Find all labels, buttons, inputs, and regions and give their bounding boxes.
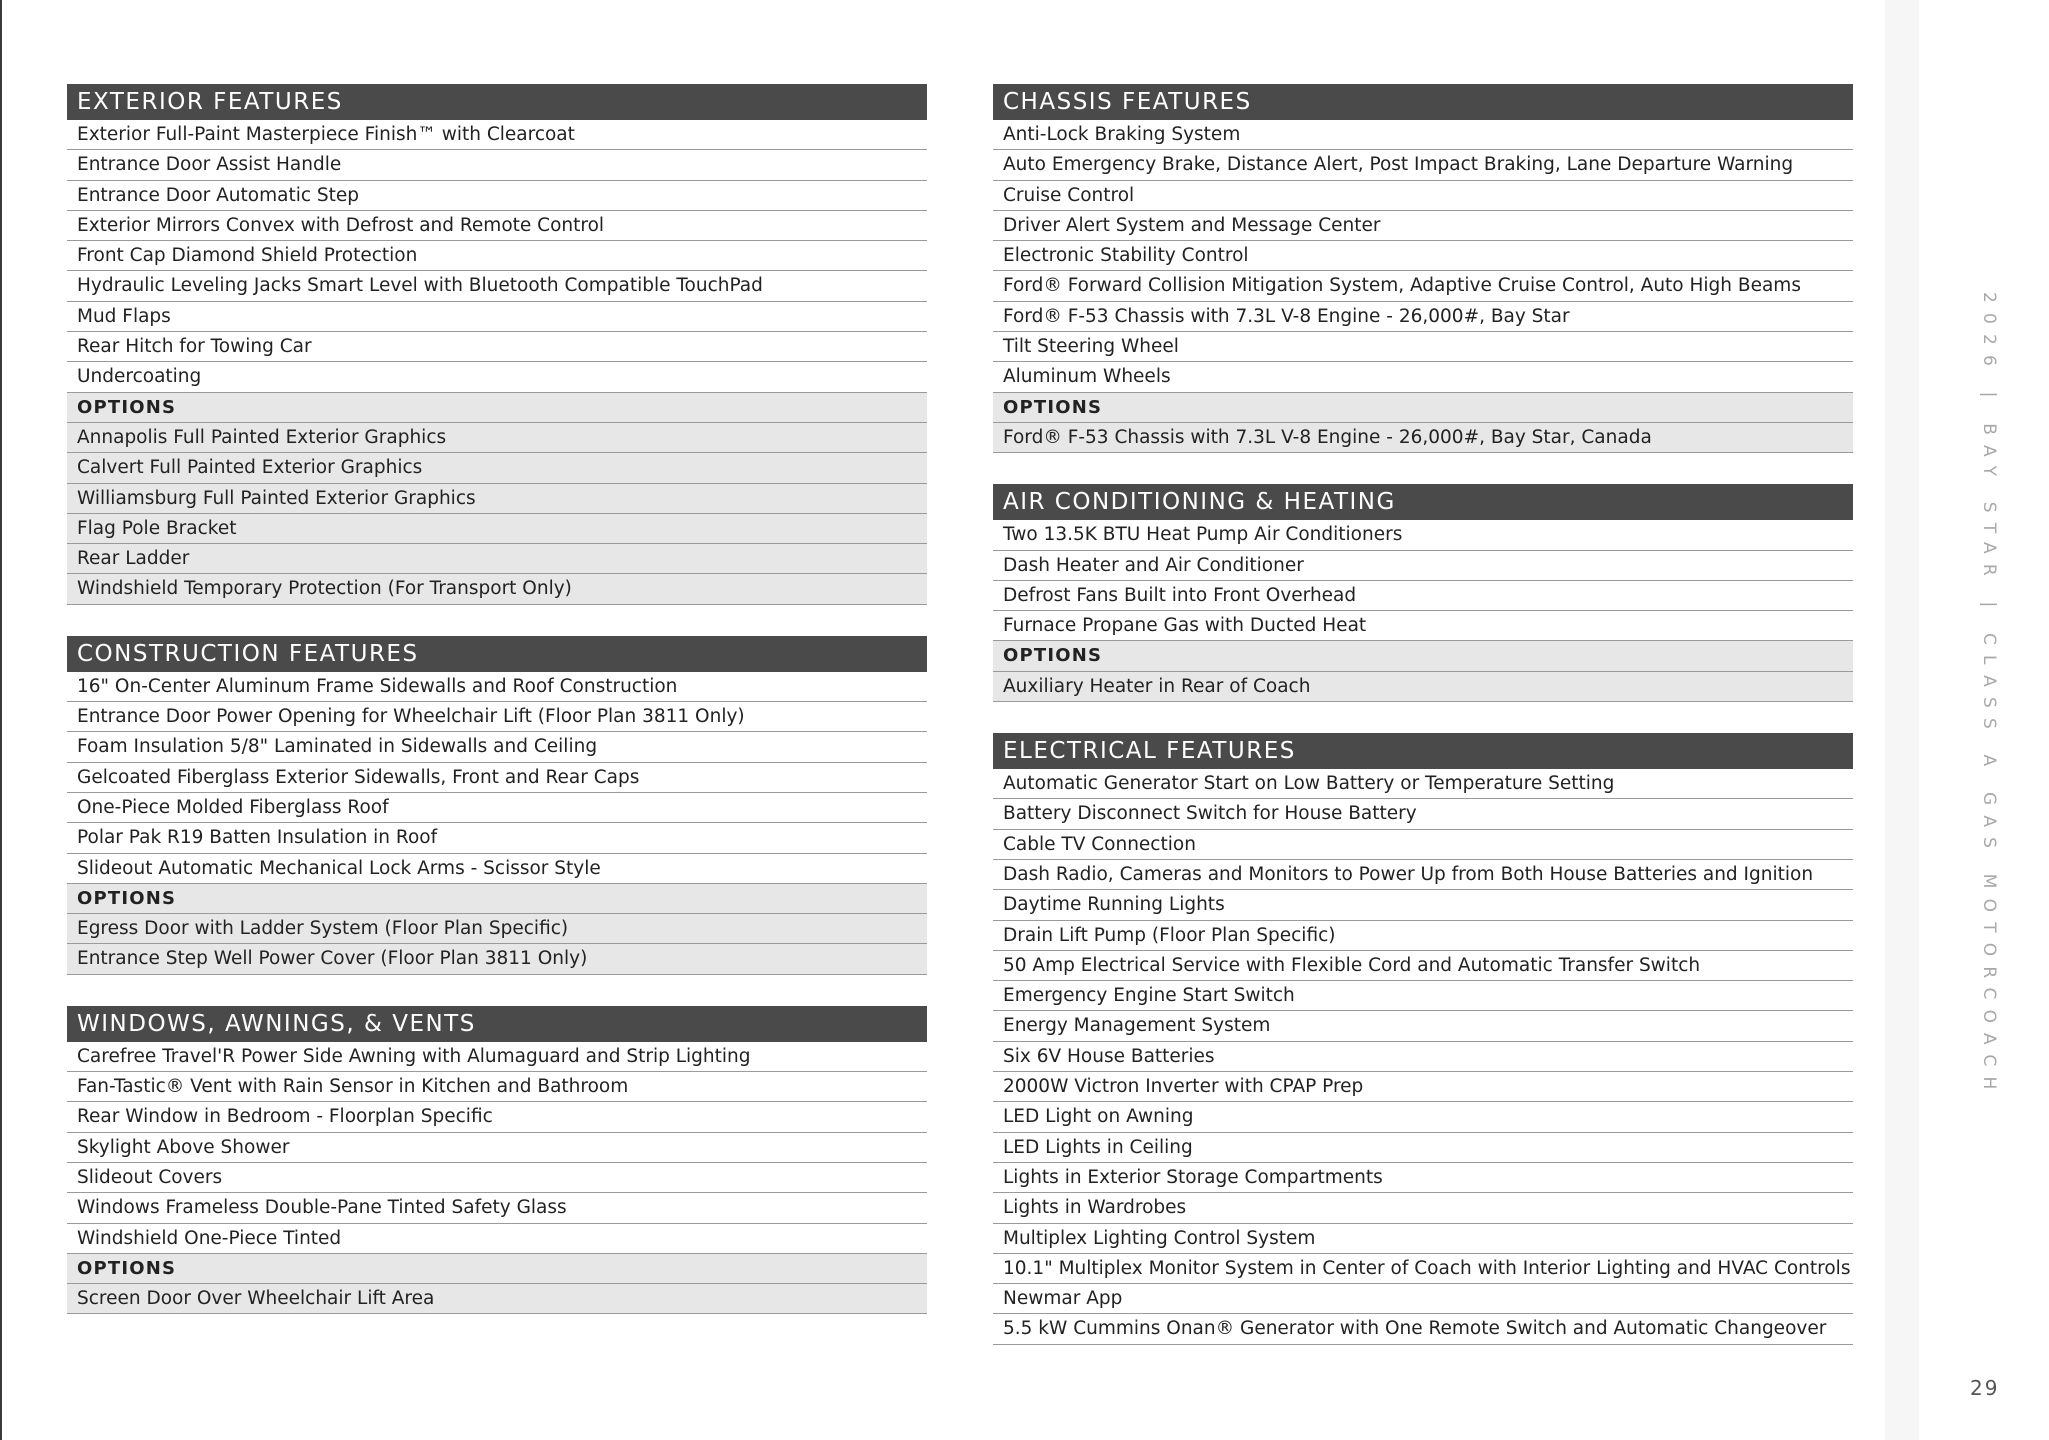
feature-row: Slideout Automatic Mechanical Lock Arms - Scissor Style: [67, 854, 927, 884]
feature-row: Slideout Covers: [67, 1163, 927, 1193]
options-heading: OPTIONS: [67, 884, 927, 914]
left-column: [67, 84, 927, 1345]
feature-row: Carefree Travel'R Power Side Awning with Alumaguard and Strip Lighting: [67, 1042, 927, 1072]
section-air-conditioning-and-heating: [993, 484, 1853, 702]
feature-row: Foam Insulation 5/8" Laminated in Sidewalls and Ceiling: [67, 732, 927, 762]
feature-row: Tilt Steering Wheel: [993, 332, 1853, 362]
option-row: Screen Door Over Wheelchair Lift Area: [67, 1284, 927, 1314]
section-construction-features: [67, 636, 927, 975]
feature-row: 5.5 kW Cummins Onan® Generator with One Remote Switch and Automatic Changeover: [993, 1314, 1853, 1344]
feature-row: Defrost Fans Built into Front Overhead: [993, 581, 1853, 611]
options-heading: OPTIONS: [993, 393, 1853, 423]
section-header: EXTERIOR FEATURES: [67, 84, 927, 120]
feature-row: Dash Radio, Cameras and Monitors to Power Up from Both House Batteries and Ignition: [993, 860, 1853, 890]
running-side-label: 2026 | BAY STAR | CLASS A GAS MOTORCOACH: [1979, 292, 1999, 1100]
section-header: AIR CONDITIONING & HEATING: [993, 484, 1853, 520]
page-number: 29: [1970, 1376, 2000, 1400]
feature-row: Cable TV Connection: [993, 830, 1853, 860]
feature-row: Two 13.5K BTU Heat Pump Air Conditioners: [993, 520, 1853, 550]
feature-row: Hydraulic Leveling Jacks Smart Level with Bluetooth Compatible TouchPad: [67, 271, 927, 301]
feature-row: Lights in Wardrobes: [993, 1193, 1853, 1223]
options-heading: OPTIONS: [67, 1254, 927, 1284]
section-header: WINDOWS, AWNINGS, & VENTS: [67, 1006, 927, 1042]
feature-row: Six 6V House Batteries: [993, 1042, 1853, 1072]
feature-row: Energy Management System: [993, 1011, 1853, 1041]
feature-row: 2000W Victron Inverter with CPAP Prep: [993, 1072, 1853, 1102]
feature-row: Gelcoated Fiberglass Exterior Sidewalls, Front and Rear Caps: [67, 763, 927, 793]
feature-row: Newmar App: [993, 1284, 1853, 1314]
feature-row: Emergency Engine Start Switch: [993, 981, 1853, 1011]
feature-row: Ford® Forward Collision Mitigation System, Adaptive Cruise Control, Auto High Beams: [993, 271, 1853, 301]
feature-row: Rear Window in Bedroom - Floorplan Specific: [67, 1102, 927, 1132]
feature-row: Undercoating: [67, 362, 927, 392]
feature-row: Dash Heater and Air Conditioner: [993, 551, 1853, 581]
feature-row: Entrance Door Assist Handle: [67, 150, 927, 180]
feature-row: Aluminum Wheels: [993, 362, 1853, 392]
option-row: Rear Ladder: [67, 544, 927, 574]
feature-row: Fan-Tastic® Vent with Rain Sensor in Kitchen and Bathroom: [67, 1072, 927, 1102]
option-row: Egress Door with Ladder System (Floor Plan Specific): [67, 914, 927, 944]
option-row: Auxiliary Heater in Rear of Coach: [993, 672, 1853, 702]
side-margin-band: [1885, 0, 1919, 1440]
right-column: [993, 84, 1853, 1376]
section-header: ELECTRICAL FEATURES: [993, 733, 1853, 769]
options-heading: OPTIONS: [993, 641, 1853, 671]
feature-row: Mud Flaps: [67, 302, 927, 332]
section-windows-awnings-and-vents: [67, 1006, 927, 1315]
feature-row: 16" On-Center Aluminum Frame Sidewalls and Roof Construction: [67, 672, 927, 702]
feature-row: Driver Alert System and Message Center: [993, 211, 1853, 241]
feature-row: Cruise Control: [993, 181, 1853, 211]
feature-row: Windows Frameless Double-Pane Tinted Safety Glass: [67, 1193, 927, 1223]
feature-row: Windshield One-Piece Tinted: [67, 1224, 927, 1254]
feature-row: 50 Amp Electrical Service with Flexible Cord and Automatic Transfer Switch: [993, 951, 1853, 981]
feature-row: Anti-Lock Braking System: [993, 120, 1853, 150]
feature-row: Automatic Generator Start on Low Battery or Temperature Setting: [993, 769, 1853, 799]
feature-row: One-Piece Molded Fiberglass Roof: [67, 793, 927, 823]
feature-row: Drain Lift Pump (Floor Plan Specific): [993, 921, 1853, 951]
feature-row: Polar Pak R19 Batten Insulation in Roof: [67, 823, 927, 853]
feature-row: Skylight Above Shower: [67, 1133, 927, 1163]
feature-row: Entrance Door Power Opening for Wheelchair Lift (Floor Plan 3811 Only): [67, 702, 927, 732]
feature-row: Entrance Door Automatic Step: [67, 181, 927, 211]
option-row: Annapolis Full Painted Exterior Graphics: [67, 423, 927, 453]
page-edge-rule: [0, 0, 2, 1440]
option-row: Calvert Full Painted Exterior Graphics: [67, 453, 927, 483]
feature-row: LED Light on Awning: [993, 1102, 1853, 1132]
feature-row: Exterior Full-Paint Masterpiece Finish™ with Clearcoat: [67, 120, 927, 150]
option-row: Williamsburg Full Painted Exterior Graphics: [67, 484, 927, 514]
feature-row: Auto Emergency Brake, Distance Alert, Post Impact Braking, Lane Departure Warning: [993, 150, 1853, 180]
feature-row: Electronic Stability Control: [993, 241, 1853, 271]
feature-row: Lights in Exterior Storage Compartments: [993, 1163, 1853, 1193]
option-row: Windshield Temporary Protection (For Transport Only): [67, 574, 927, 604]
option-row: Flag Pole Bracket: [67, 514, 927, 544]
feature-row: Multiplex Lighting Control System: [993, 1224, 1853, 1254]
section-header: CHASSIS FEATURES: [993, 84, 1853, 120]
feature-row: Furnace Propane Gas with Ducted Heat: [993, 611, 1853, 641]
section-chassis-features: [993, 84, 1853, 453]
option-row: Entrance Step Well Power Cover (Floor Plan 3811 Only): [67, 944, 927, 974]
feature-row: Front Cap Diamond Shield Protection: [67, 241, 927, 271]
feature-row: LED Lights in Ceiling: [993, 1133, 1853, 1163]
section-electrical-features: [993, 733, 1853, 1345]
section-exterior-features: [67, 84, 927, 605]
feature-row: Battery Disconnect Switch for House Battery: [993, 799, 1853, 829]
feature-row: Daytime Running Lights: [993, 890, 1853, 920]
feature-row: Exterior Mirrors Convex with Defrost and Remote Control: [67, 211, 927, 241]
section-header: CONSTRUCTION FEATURES: [67, 636, 927, 672]
options-heading: OPTIONS: [67, 393, 927, 423]
option-row: Ford® F-53 Chassis with 7.3L V-8 Engine - 26,000#, Bay Star, Canada: [993, 423, 1853, 453]
feature-row: Rear Hitch for Towing Car: [67, 332, 927, 362]
feature-row: 10.1" Multiplex Monitor System in Center of Coach with Interior Lighting and HVAC Controls: [993, 1254, 1853, 1284]
feature-row: Ford® F-53 Chassis with 7.3L V-8 Engine - 26,000#, Bay Star: [993, 302, 1853, 332]
